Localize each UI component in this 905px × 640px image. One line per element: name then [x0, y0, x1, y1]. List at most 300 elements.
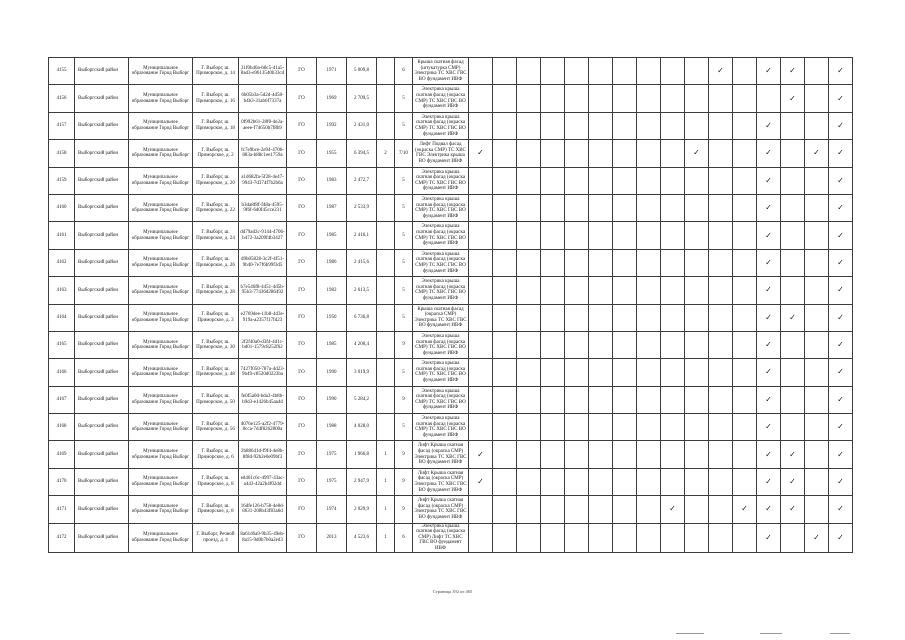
empty-check-cell [709, 222, 733, 249]
check-mark-icon: ✓ [757, 194, 781, 221]
check-mark-icon: ✓ [805, 140, 829, 167]
empty-check-cell [661, 304, 685, 331]
empty-check-cell [733, 331, 757, 358]
empty-check-cell [517, 359, 541, 386]
municipality-cell: Муниципальное образование Город Выборг [129, 331, 193, 358]
year-cell: 1975 [317, 441, 347, 468]
row-number: 4168 [49, 414, 75, 441]
district-cell: Выборгский район [75, 112, 129, 139]
empty-check-cell [685, 441, 709, 468]
empty-check-cell [517, 414, 541, 441]
empty-check-cell [469, 304, 493, 331]
lift-count-cell: 2 [377, 140, 395, 167]
lift-count-cell [377, 331, 395, 358]
area-cell: 2 709,5 [347, 85, 377, 112]
material-cell: ГО [287, 496, 317, 523]
empty-check-cell [709, 359, 733, 386]
floors-cell: 5 [395, 85, 413, 112]
check-mark-icon: ✓ [829, 140, 853, 167]
check-mark-icon: ✓ [757, 496, 781, 523]
check-mark-icon: ✓ [757, 249, 781, 276]
empty-check-cell [565, 222, 589, 249]
address-cell: Г. Выборг, ш. Приморское, д. 8 [193, 496, 239, 523]
check-mark-icon: ✓ [781, 85, 805, 112]
empty-check-cell [493, 496, 517, 523]
empty-check-cell [637, 140, 661, 167]
check-mark-icon: ✓ [709, 58, 733, 85]
floors-cell: 5 [395, 359, 413, 386]
row-number: 4162 [49, 249, 75, 276]
empty-check-cell [589, 331, 613, 358]
empty-check-cell [469, 167, 493, 194]
floors-cell: 9 [395, 441, 413, 468]
house-code-cell: b3da8f8f-f48a-4595-9f6f-6d0f45cce231 [239, 194, 287, 221]
house-code-cell: d9b05828-3c2f-4f51-9b40-7e7f6b99f3d5 [239, 249, 287, 276]
empty-check-cell [541, 85, 565, 112]
address-cell: Г. Выборг, ш. Приморское, д. 14 [193, 58, 239, 85]
check-mark-icon: ✓ [829, 85, 853, 112]
empty-check-cell [517, 331, 541, 358]
empty-check-cell [541, 468, 565, 495]
district-cell: Выборгский район [75, 194, 129, 221]
empty-check-cell [661, 414, 685, 441]
year-cell: 1985 [317, 222, 347, 249]
empty-check-cell [589, 496, 613, 523]
works-list-cell: Электрика крыша скатная фасад (окраска СМР) ТС ХВС ГВС ВО фундамент ИВФ [413, 85, 469, 112]
empty-check-cell [685, 414, 709, 441]
check-mark-icon: ✓ [805, 523, 829, 552]
check-mark-icon: ✓ [829, 523, 853, 552]
empty-check-cell [493, 386, 517, 413]
floors-cell: 6 [395, 58, 413, 85]
empty-check-cell [637, 194, 661, 221]
empty-check-cell [469, 194, 493, 221]
works-list-cell: Лифт Крыша скатная фасад (окраска СМР) Электрика ТС ХВС ГВС ВО фундамент ИВФ [413, 468, 469, 495]
house-code-cell: 2f2f40a0-d3f4-4d1c-bd01-1579c8252f62 [239, 331, 287, 358]
check-mark-icon: ✓ [781, 441, 805, 468]
district-cell: Выборгский район [75, 277, 129, 304]
check-mark-icon: ✓ [757, 304, 781, 331]
empty-check-cell [589, 194, 613, 221]
floors-cell: 5 [395, 414, 413, 441]
municipality-cell: Муниципальное образование Город Выборг [129, 194, 193, 221]
empty-check-cell [805, 386, 829, 413]
empty-check-cell [733, 468, 757, 495]
empty-check-cell [661, 249, 685, 276]
empty-check-cell [517, 167, 541, 194]
empty-check-cell [661, 194, 685, 221]
check-mark-icon: ✓ [757, 58, 781, 85]
table-row [49, 58, 853, 85]
empty-check-cell [637, 112, 661, 139]
municipality-cell: Муниципальное образование Город Выборг [129, 167, 193, 194]
address-cell: Г. Выборг, ш. Приморское, д. 22 [193, 194, 239, 221]
empty-check-cell [709, 112, 733, 139]
empty-check-cell [709, 414, 733, 441]
empty-check-cell [781, 222, 805, 249]
row-number: 4155 [49, 58, 75, 85]
empty-check-cell [517, 468, 541, 495]
empty-check-cell [541, 359, 565, 386]
empty-check-cell [661, 85, 685, 112]
empty-check-cell [661, 112, 685, 139]
empty-check-cell [733, 386, 757, 413]
empty-check-cell [613, 414, 637, 441]
empty-check-cell [565, 249, 589, 276]
empty-check-cell [733, 140, 757, 167]
table-row [49, 386, 853, 413]
area-cell: 2 416,1 [347, 222, 377, 249]
municipality-cell: Муниципальное образование Город Выборг [129, 277, 193, 304]
table-row [49, 359, 853, 386]
lift-count-cell [377, 386, 395, 413]
empty-check-cell [637, 496, 661, 523]
empty-check-cell [685, 167, 709, 194]
empty-check-cell [685, 523, 709, 552]
material-cell: ГО [287, 222, 317, 249]
empty-check-cell [637, 222, 661, 249]
check-mark-icon: ✓ [781, 304, 805, 331]
empty-check-cell [565, 194, 589, 221]
empty-check-cell [565, 386, 589, 413]
empty-check-cell [541, 222, 565, 249]
row-number: 4157 [49, 112, 75, 139]
empty-check-cell [589, 85, 613, 112]
empty-check-cell [733, 58, 757, 85]
empty-check-cell [685, 112, 709, 139]
empty-check-cell [541, 523, 565, 552]
empty-check-cell [805, 414, 829, 441]
house-code-cell: 16dfe126-b758-4e8d-8631-208b43f83a6d [239, 496, 287, 523]
year-cell: 1983 [317, 167, 347, 194]
house-code-cell: 2b88641d-f9f4-4e8b-8f8d-92b2e0e09bf3 [239, 441, 287, 468]
empty-check-cell [709, 167, 733, 194]
material-cell: ГО [287, 523, 317, 552]
check-mark-icon: ✓ [829, 386, 853, 413]
check-mark-icon: ✓ [781, 58, 805, 85]
empty-check-cell [805, 359, 829, 386]
material-cell: ГО [287, 58, 317, 85]
empty-check-cell [493, 441, 517, 468]
empty-check-cell [781, 112, 805, 139]
lift-count-cell: 1 [377, 523, 395, 552]
empty-check-cell [565, 468, 589, 495]
empty-check-cell [781, 359, 805, 386]
works-list-cell: Электрика крыша скатная фасад (окраска СМР) ТС ХВС ГВС ВО фундамент ИВФ [413, 249, 469, 276]
row-number: 4158 [49, 140, 75, 167]
area-cell: 2 415,6 [347, 249, 377, 276]
check-mark-icon: ✓ [757, 277, 781, 304]
lift-count-cell [377, 85, 395, 112]
empty-check-cell [805, 222, 829, 249]
lift-count-cell [377, 58, 395, 85]
empty-check-cell [589, 386, 613, 413]
empty-check-cell [613, 194, 637, 221]
empty-check-cell [661, 441, 685, 468]
empty-check-cell [613, 277, 637, 304]
empty-check-cell [637, 304, 661, 331]
floors-cell: 7/10 [395, 140, 413, 167]
house-code-cell: b7e546f8-4451-4d5b-95b3-77436d286492 [239, 277, 287, 304]
house-code-cell: 0f992b61-28f0-4e2a-aeee-f74650b7f8b9 [239, 112, 287, 139]
empty-check-cell [613, 58, 637, 85]
row-number: 4159 [49, 167, 75, 194]
empty-check-cell [805, 304, 829, 331]
works-list-cell: Электрика крыша скатная фасад (окраска СМР) ТС ХВС ГВС ВО фундамент ИВФ [413, 359, 469, 386]
year-cell: 1982 [317, 277, 347, 304]
district-cell: Выборгский район [75, 58, 129, 85]
district-cell: Выборгский район [75, 167, 129, 194]
empty-check-cell [493, 414, 517, 441]
house-code-cell: fc7e9bce-2e94-4706-883a-b88c1ee1759a [239, 140, 287, 167]
empty-check-cell [613, 249, 637, 276]
municipality-cell: Муниципальное образование Город Выборг [129, 468, 193, 495]
empty-check-cell [589, 58, 613, 85]
check-mark-icon: ✓ [781, 496, 805, 523]
empty-check-cell [517, 386, 541, 413]
empty-check-cell [589, 304, 613, 331]
empty-check-cell [517, 194, 541, 221]
housing-register-table [48, 57, 853, 553]
empty-check-cell [685, 277, 709, 304]
empty-check-cell [493, 468, 517, 495]
empty-check-cell [541, 140, 565, 167]
year-cell: 1975 [317, 468, 347, 495]
table-row [49, 112, 853, 139]
empty-check-cell [685, 58, 709, 85]
district-cell: Выборгский район [75, 331, 129, 358]
empty-check-cell [493, 112, 517, 139]
floors-cell: 9 [395, 468, 413, 495]
lift-count-cell [377, 167, 395, 194]
empty-check-cell [613, 468, 637, 495]
empty-check-cell [685, 304, 709, 331]
empty-check-cell [661, 386, 685, 413]
empty-check-cell [637, 441, 661, 468]
empty-check-cell [685, 468, 709, 495]
empty-check-cell [469, 386, 493, 413]
empty-check-cell [613, 304, 637, 331]
empty-check-cell [805, 58, 829, 85]
row-number: 4163 [49, 277, 75, 304]
check-mark-icon: ✓ [685, 140, 709, 167]
empty-check-cell [589, 523, 613, 552]
table-row [49, 277, 853, 304]
check-mark-icon: ✓ [829, 167, 853, 194]
empty-check-cell [781, 194, 805, 221]
row-number: 4164 [49, 304, 75, 331]
check-mark-icon: ✓ [757, 140, 781, 167]
lift-count-cell: 1 [377, 441, 395, 468]
empty-check-cell [469, 359, 493, 386]
empty-check-cell [685, 331, 709, 358]
empty-check-cell [781, 331, 805, 358]
empty-check-cell [805, 194, 829, 221]
empty-check-cell [589, 167, 613, 194]
lift-count-cell [377, 249, 395, 276]
empty-check-cell [661, 523, 685, 552]
check-mark-icon: ✓ [829, 249, 853, 276]
municipality-cell: Муниципальное образование Город Выборг [129, 496, 193, 523]
table-row [49, 496, 853, 523]
area-cell: 1 966,8 [347, 441, 377, 468]
empty-check-cell [661, 359, 685, 386]
empty-check-cell [637, 277, 661, 304]
empty-check-cell [637, 468, 661, 495]
lift-count-cell [377, 414, 395, 441]
check-mark-icon: ✓ [829, 58, 853, 85]
district-cell: Выборгский район [75, 441, 129, 468]
floors-cell: 5 [395, 249, 413, 276]
empty-check-cell [541, 331, 565, 358]
empty-check-cell [637, 167, 661, 194]
empty-check-cell [661, 140, 685, 167]
empty-check-cell [685, 194, 709, 221]
empty-check-cell [541, 58, 565, 85]
empty-check-cell [613, 331, 637, 358]
address-cell: Г. Выборг, ш. Приморское, д. 50 [193, 386, 239, 413]
check-mark-icon: ✓ [829, 277, 853, 304]
house-code-cell: 8a61d6a9-9b35-49eb-8a15-9d0b7b0a2ed3 [239, 523, 287, 552]
empty-check-cell [685, 85, 709, 112]
empty-check-cell [565, 167, 589, 194]
table-row [49, 331, 853, 358]
floors-cell: 5 [395, 194, 413, 221]
empty-check-cell [517, 441, 541, 468]
empty-check-cell [613, 85, 637, 112]
empty-check-cell [541, 112, 565, 139]
empty-check-cell [805, 277, 829, 304]
district-cell: Выборгский район [75, 304, 129, 331]
district-cell: Выборгский район [75, 249, 129, 276]
empty-check-cell [469, 277, 493, 304]
empty-check-cell [517, 277, 541, 304]
row-number: 4171 [49, 496, 75, 523]
empty-check-cell [781, 523, 805, 552]
works-list-cell: Лифт Крыша скатная фасад (окраска СМР) Электрика ТС ХВС ГВС ВО фундамент ИВФ [413, 496, 469, 523]
row-number: 4160 [49, 194, 75, 221]
empty-check-cell [493, 277, 517, 304]
check-mark-icon: ✓ [757, 414, 781, 441]
check-mark-icon: ✓ [829, 194, 853, 221]
check-mark-icon: ✓ [829, 414, 853, 441]
area-cell: 5 009,8 [347, 58, 377, 85]
table-row [49, 468, 853, 495]
check-mark-icon: ✓ [829, 359, 853, 386]
address-cell: Г. Выборг, ш. Приморское, д. 26 [193, 249, 239, 276]
works-list-cell: Электрика крыша скатная фасад (окраска СМР) ТС ХВС ГВС ВО фундамент ИВФ [413, 331, 469, 358]
address-cell: Г. Выборг, ш. Приморское, д. 2 [193, 140, 239, 167]
empty-check-cell [733, 414, 757, 441]
lift-count-cell: 1 [377, 496, 395, 523]
empty-check-cell [805, 468, 829, 495]
area-cell: 2 029,9 [347, 496, 377, 523]
check-mark-icon: ✓ [757, 167, 781, 194]
empty-check-cell [613, 496, 637, 523]
empty-check-cell [709, 140, 733, 167]
district-cell: Выборгский район [75, 468, 129, 495]
house-code-cell: a1d682fa-5f28-4e47-9943-7d374f7b2b6a [239, 167, 287, 194]
year-cell: 1950 [317, 304, 347, 331]
empty-check-cell [565, 58, 589, 85]
year-cell: 1992 [317, 112, 347, 139]
check-mark-icon: ✓ [829, 441, 853, 468]
check-mark-icon: ✓ [757, 386, 781, 413]
empty-check-cell [565, 277, 589, 304]
empty-check-cell [517, 496, 541, 523]
empty-check-cell [613, 359, 637, 386]
empty-check-cell [589, 277, 613, 304]
empty-check-cell [637, 359, 661, 386]
table-row [49, 414, 853, 441]
material-cell: ГО [287, 194, 317, 221]
empty-check-cell [469, 249, 493, 276]
year-cell: 1974 [317, 496, 347, 523]
area-cell: 4 200,4 [347, 331, 377, 358]
empty-check-cell [565, 140, 589, 167]
material-cell: ГО [287, 167, 317, 194]
house-code-cell: 7427f050-787a-4d23-9b49-c8520d0223ba [239, 359, 287, 386]
empty-check-cell [733, 167, 757, 194]
lift-count-cell [377, 359, 395, 386]
empty-check-cell [469, 523, 493, 552]
empty-check-cell [709, 496, 733, 523]
empty-check-cell [589, 222, 613, 249]
lift-count-cell [377, 222, 395, 249]
house-code-cell: ed461c6c-4997-43ac-a443-42a2b4f02dd [239, 468, 287, 495]
empty-check-cell [493, 359, 517, 386]
municipality-cell: Муниципальное образование Город Выборг [129, 249, 193, 276]
floors-cell: 9 [395, 386, 413, 413]
check-mark-icon: ✓ [829, 112, 853, 139]
empty-check-cell [637, 249, 661, 276]
empty-check-cell [493, 249, 517, 276]
empty-check-cell [709, 194, 733, 221]
empty-check-cell [709, 386, 733, 413]
area-cell: 2 533,9 [347, 194, 377, 221]
floors-cell: 9 [395, 496, 413, 523]
area-cell: 4 523,6 [347, 523, 377, 552]
scan-edge-mark [760, 633, 782, 634]
empty-check-cell [493, 523, 517, 552]
empty-check-cell [589, 112, 613, 139]
floors-cell: 9 [395, 331, 413, 358]
table-row [49, 249, 853, 276]
house-code-cell: 6b05b3a-5d2d-4d58-b4b3-31ab6f7337a [239, 85, 287, 112]
empty-check-cell [493, 331, 517, 358]
material-cell: ГО [287, 85, 317, 112]
district-cell: Выборгский район [75, 386, 129, 413]
empty-check-cell [589, 441, 613, 468]
empty-check-cell [613, 112, 637, 139]
year-cell: 1990 [317, 386, 347, 413]
address-cell: Г. Выборг, ш. Приморское, д. 8 [193, 468, 239, 495]
year-cell: 1988 [317, 414, 347, 441]
municipality-cell: Муниципальное образование Город Выборг [129, 304, 193, 331]
empty-check-cell [469, 331, 493, 358]
empty-check-cell [613, 222, 637, 249]
check-mark-icon: ✓ [757, 523, 781, 552]
table-row [49, 304, 853, 331]
row-number: 4170 [49, 468, 75, 495]
table-row [49, 441, 853, 468]
empty-check-cell [637, 58, 661, 85]
empty-check-cell [541, 386, 565, 413]
table-row [49, 85, 853, 112]
works-list-cell: Электрика крыша скатная фасад (окраска СМР) ТС ХВС ГВС ВО фундамент ИВФ [413, 222, 469, 249]
empty-check-cell [805, 249, 829, 276]
empty-check-cell [685, 249, 709, 276]
